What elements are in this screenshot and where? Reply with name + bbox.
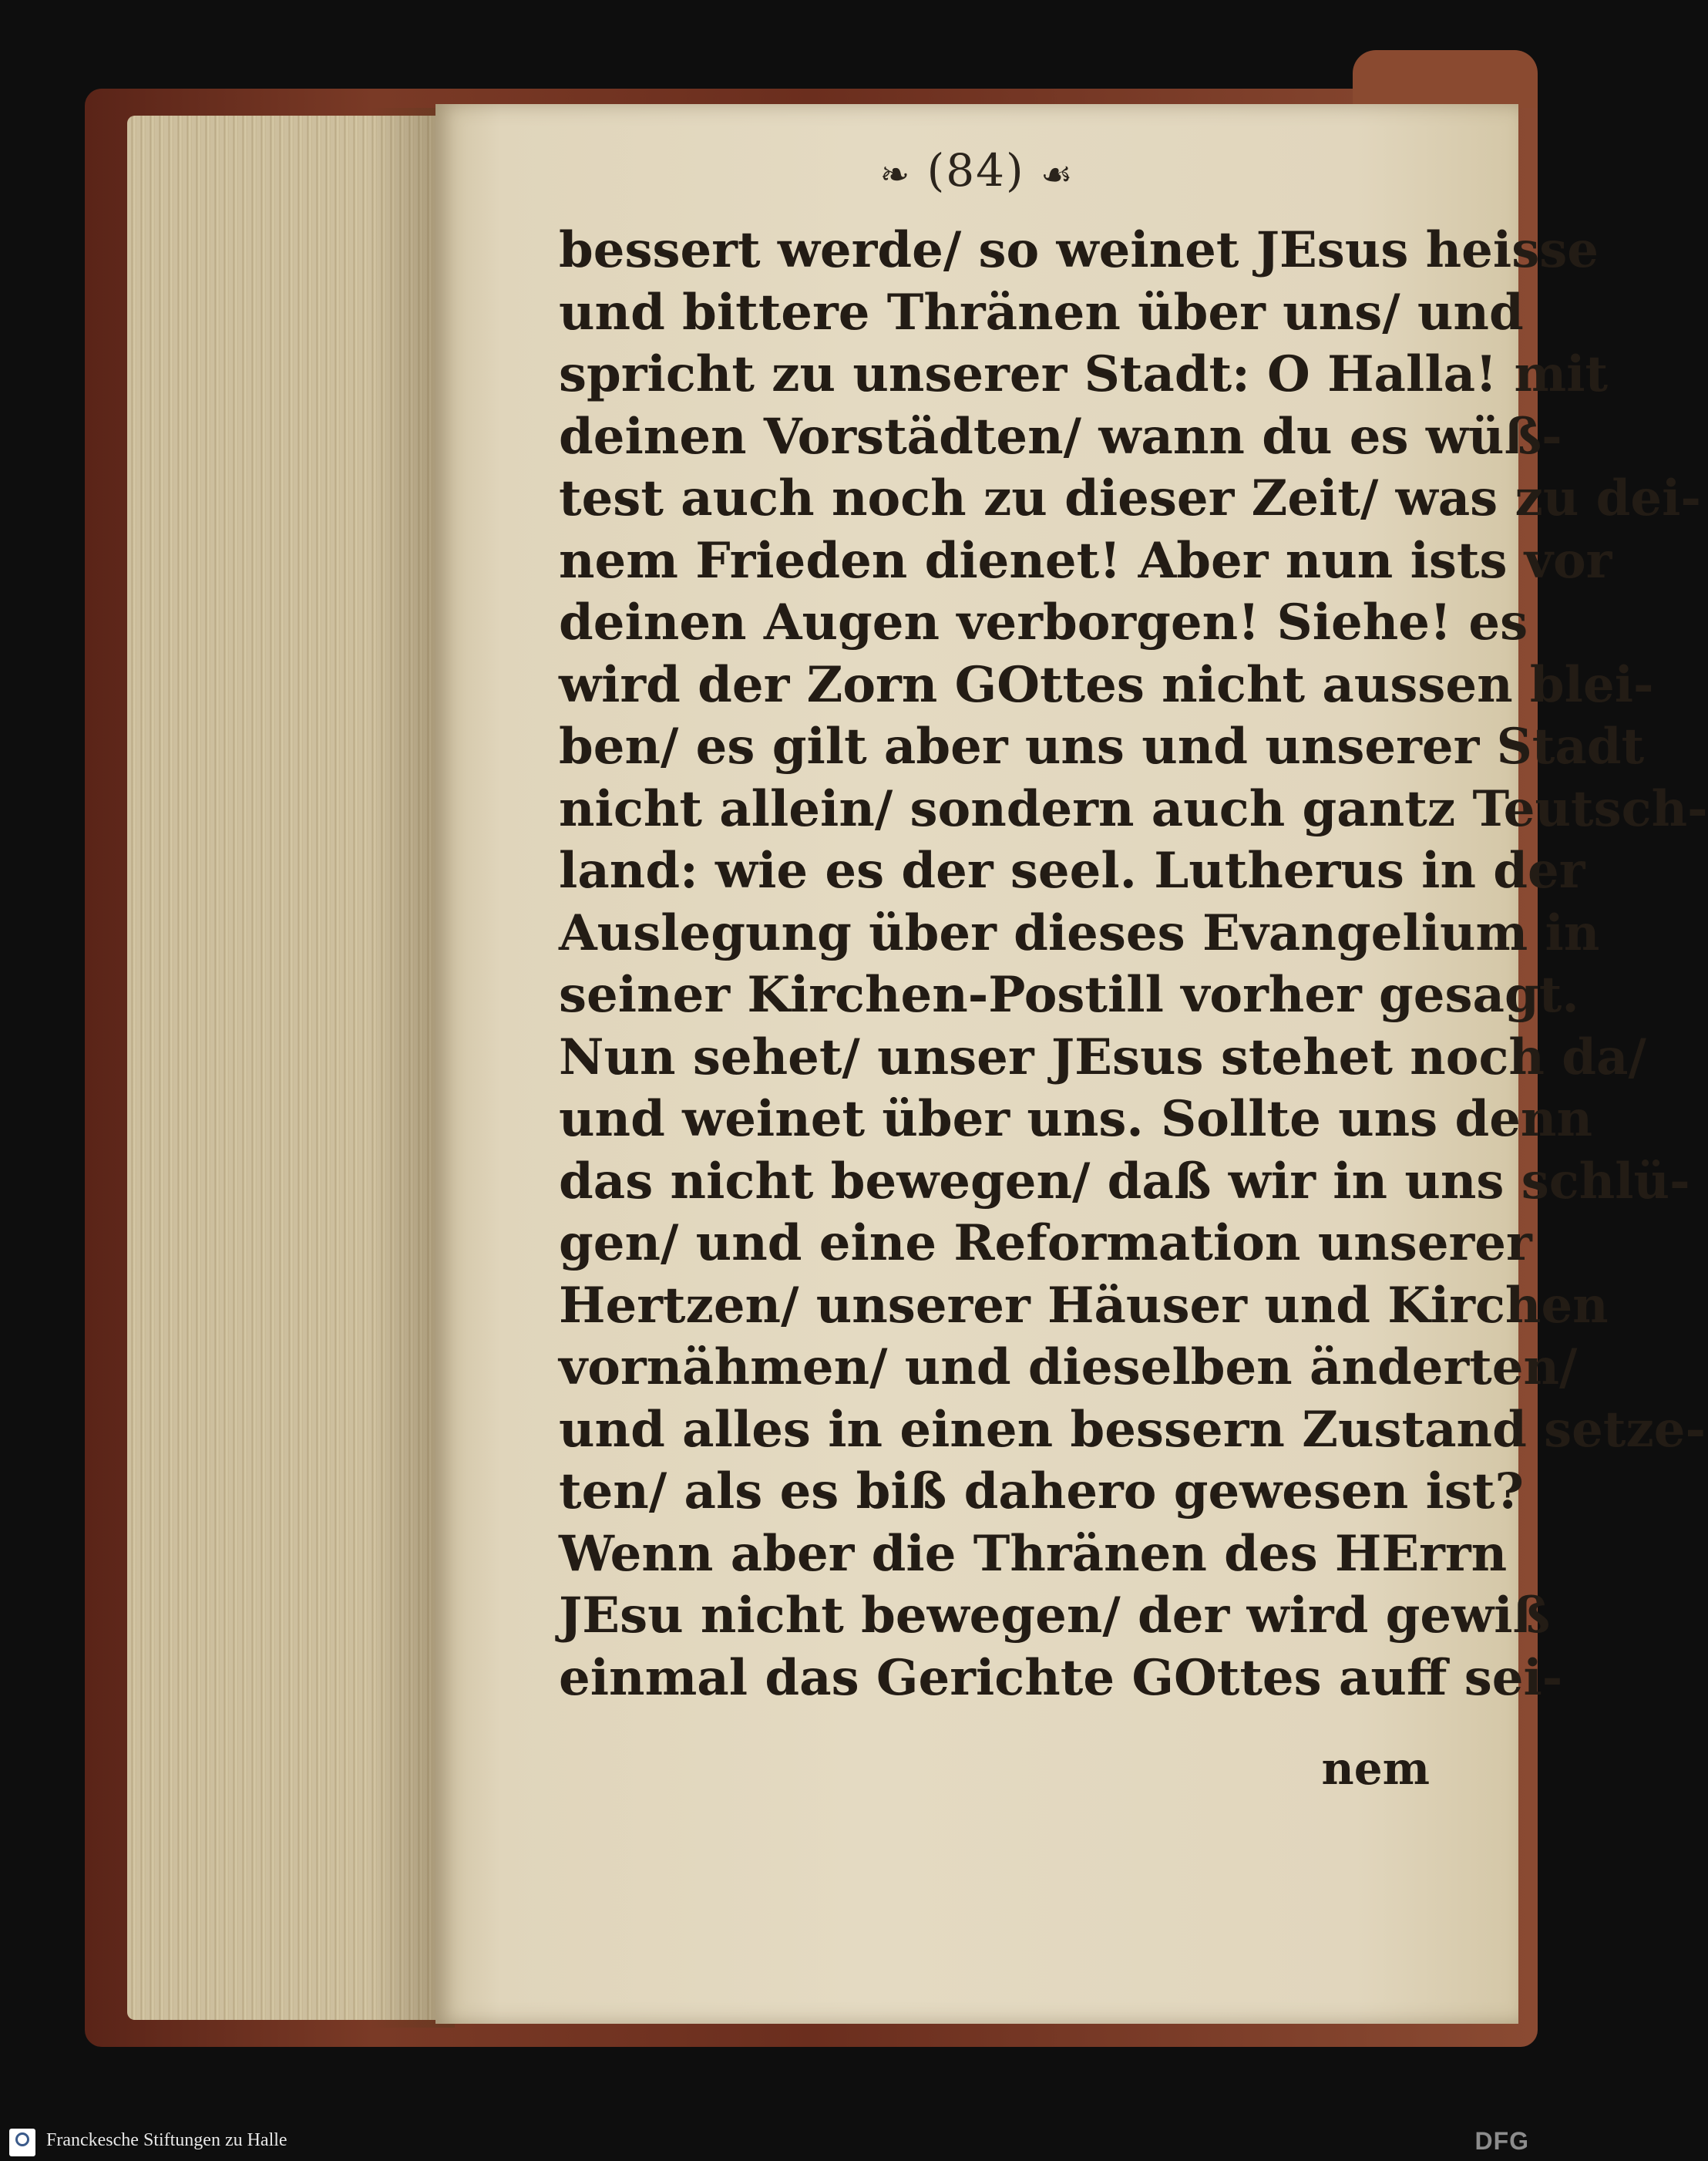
text-line: einmal das Gerichte GOttes auff sei-: [559, 1648, 1563, 1707]
viewer-footer: [0, 2124, 1542, 2161]
text-line: und alles in einen bessern Zustand setze-: [559, 1400, 1706, 1459]
text-line: bessert werde/ so weinet JEsus heisse: [559, 221, 1599, 279]
page-number-header: [435, 144, 1518, 197]
text-line: seiner Kirchen-Postill vorher gesagt.: [559, 966, 1579, 1024]
text-line: und weinet über uns. Sollte uns denn: [559, 1090, 1592, 1148]
text-line: spricht zu unserer Stadt: O Halla! mit: [559, 345, 1609, 403]
text-line: ten/ als es biß dahero gewesen ist?: [559, 1463, 1524, 1520]
institution-name: Franckesche Stiftungen zu Halle: [46, 2130, 287, 2150]
text-line: JEsu nicht bewegen/ der wird gewiß: [559, 1587, 1551, 1644]
header-ornament-right: ☙: [1041, 153, 1074, 195]
text-line: deinen Augen verborgen! Siehe! es: [559, 594, 1528, 651]
text-line: Auslegung über dieses Evangelium in: [559, 904, 1600, 962]
text-line: test auch noch zu dieser Zeit/ was zu dei-: [559, 470, 1701, 527]
dfg-logo: DFG: [1474, 2127, 1529, 2155]
text-line: land: wie es der seel. Lutherus in der: [559, 842, 1585, 900]
page-text: [559, 220, 1708, 1709]
page-number: (84): [926, 144, 1025, 197]
book-cover-corner: [1353, 50, 1538, 108]
text-line: nem Frieden dienet! Aber nun ists vor: [559, 531, 1612, 590]
institution-logo-icon: [9, 2129, 35, 2156]
text-line: gen/ und eine Reformation unserer: [559, 1214, 1532, 1272]
text-line: und bittere Thränen über uns/ und: [559, 283, 1524, 342]
text-line: Wenn aber die Thränen des HErrn: [559, 1524, 1508, 1583]
catchword: nem: [1321, 1742, 1430, 1795]
book-page: [435, 104, 1708, 2024]
text-line: Hertzen/ unserer Häuser und Kirchen: [559, 1276, 1609, 1335]
text-line: das nicht bewegen/ daß wir in uns schlü-: [559, 1152, 1690, 1210]
text-line: vornähmen/ und dieselben änderten/: [559, 1338, 1578, 1396]
text-line: nicht allein/ sondern auch gantz Teutsch-: [559, 779, 1708, 838]
text-line: wird der Zorn GOttes nicht aussen blei-: [559, 655, 1654, 714]
header-ornament-left: ❧: [879, 153, 912, 195]
text-line: deinen Vorstädten/ wann du es wüß-: [559, 407, 1562, 466]
text-line: ben/ es gilt aber uns und unserer Stadt: [559, 718, 1645, 776]
text-line: Nun sehet/ unser JEsus stehet noch da/: [559, 1028, 1646, 1086]
